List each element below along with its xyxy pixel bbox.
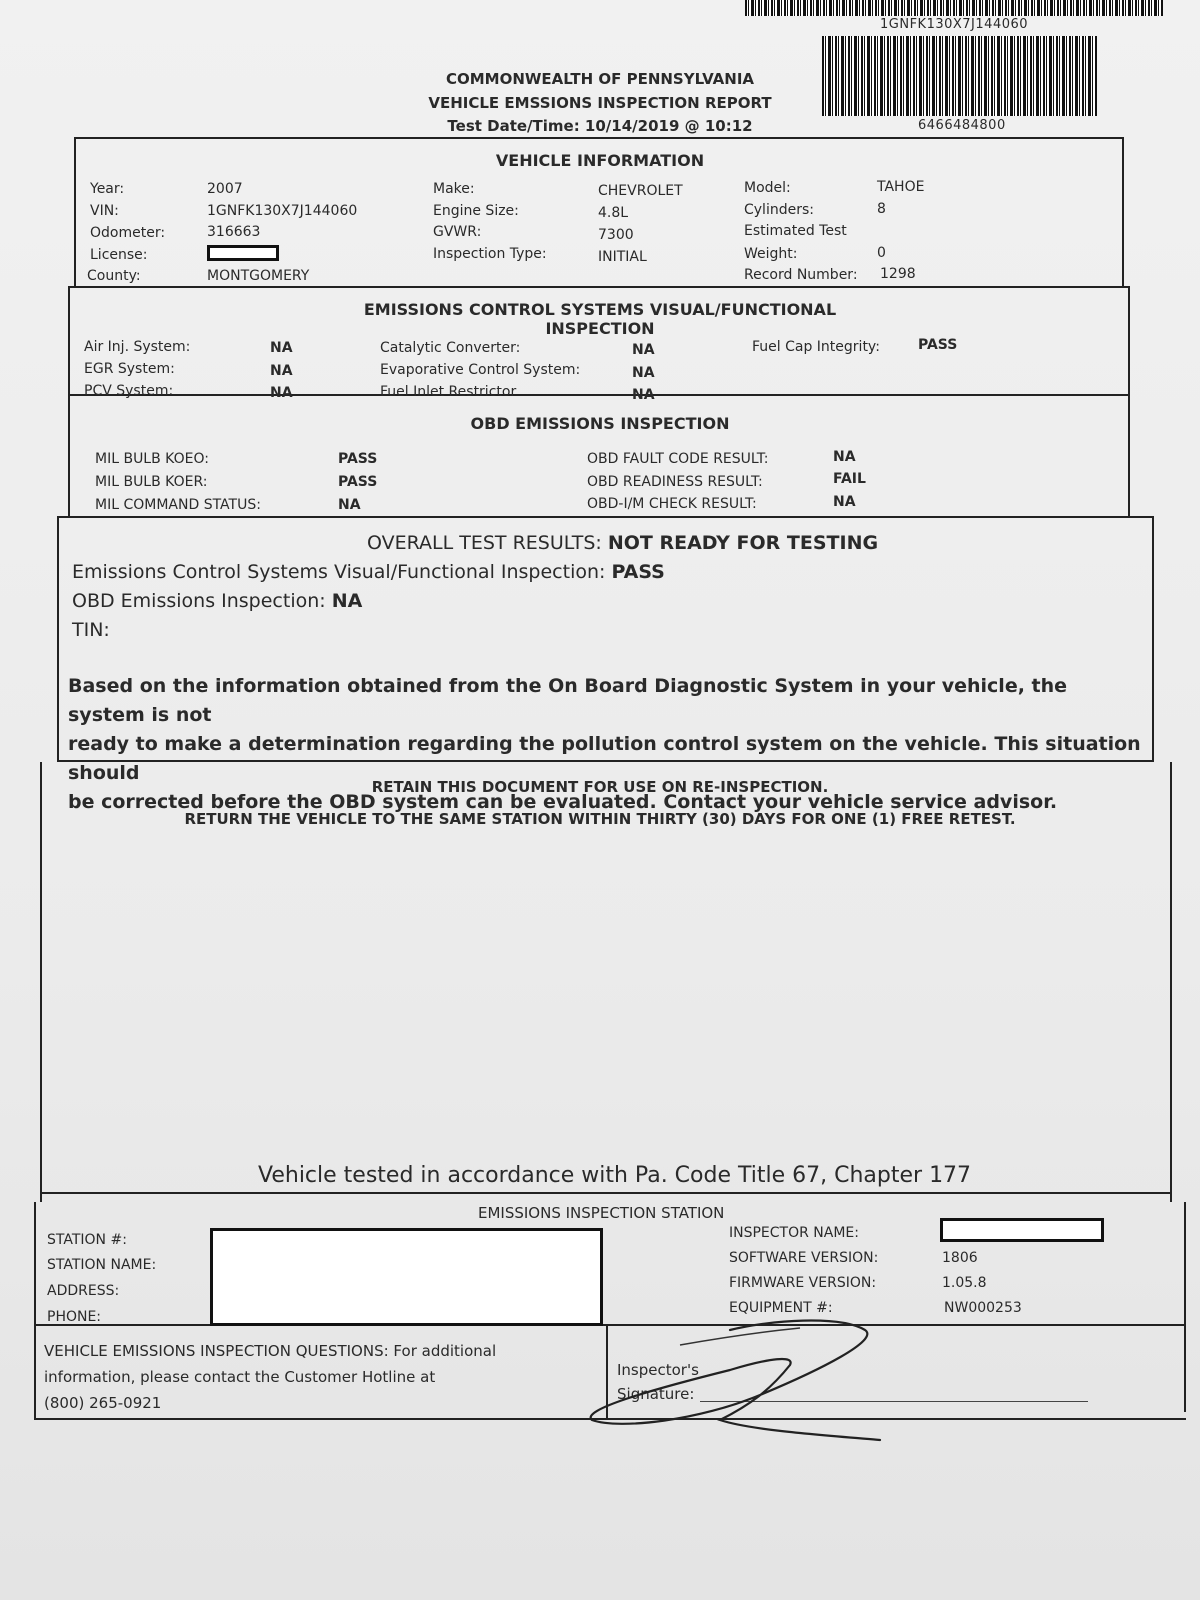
weight-value: 0: [877, 245, 886, 261]
overall-results-label: OVERALL TEST RESULTS:: [367, 532, 602, 554]
inspector-name-redaction: [940, 1218, 1104, 1242]
model-label: Model:: [744, 180, 791, 196]
overall-results-value: NOT READY FOR TESTING: [607, 532, 879, 554]
pcv-label: PCV System:: [84, 383, 174, 399]
overall-results: [367, 532, 878, 554]
form-border-left-3: [57, 517, 59, 762]
make-label: Make:: [433, 181, 475, 197]
gvwr-value: 7300: [598, 227, 634, 243]
side-barcode-number: 6466484800: [918, 118, 1006, 133]
mil-koer-label: MIL BULB KOER:: [95, 474, 208, 490]
record-number-value: 1298: [880, 266, 916, 282]
station-info-redaction: [210, 1228, 603, 1326]
software-version-value: 1806: [942, 1250, 978, 1266]
signature-label-line-1: Inspector's: [617, 1361, 699, 1379]
engine-value: 4.8L: [598, 205, 629, 221]
obd-readiness-value: FAIL: [833, 471, 866, 487]
estimated-test-label: Estimated Test: [744, 223, 847, 239]
fuel-cap-value: PASS: [918, 337, 958, 353]
station-section-title: EMISSIONS INSPECTION STATION: [478, 1204, 725, 1222]
obd-result-line: [72, 590, 362, 612]
obd-inspection-title: OBD EMISSIONS INSPECTION: [470, 414, 730, 433]
visual-inspection-title: EMISSIONS CONTROL SYSTEMS VISUAL/FUNCTIONAL INSPECTION: [363, 300, 837, 338]
cylinders-value: 8: [877, 201, 886, 217]
form-border-right-4: [1170, 762, 1172, 1202]
obd-result-label: OBD Emissions Inspection:: [72, 590, 326, 612]
station-name-label: STATION NAME:: [47, 1257, 157, 1273]
license-label: License:: [90, 247, 148, 263]
top-barcode: [745, 0, 1163, 16]
report-title: VEHICLE EMSSIONS INSPECTION REPORT: [428, 94, 772, 112]
top-barcode-number: 1GNFK130X7J144060: [880, 17, 1029, 32]
egr-value: NA: [270, 363, 293, 379]
vehicle-info-title: VEHICLE INFORMATION: [495, 151, 705, 170]
mil-koeo-value: PASS: [338, 451, 378, 467]
inspector-signature: [580, 1310, 910, 1460]
egr-label: EGR System:: [84, 361, 175, 377]
visual-result-label: Emissions Control Systems Visual/Functional Inspection:: [72, 561, 606, 583]
air-inj-value: NA: [270, 340, 293, 356]
test-datetime: Test Date/Time: 10/14/2019 @ 10:12: [447, 117, 753, 135]
fuel-inlet-value: NA: [632, 387, 655, 403]
obd-readiness-label: OBD READINESS RESULT:: [587, 474, 763, 490]
hotline-text: [44, 1338, 496, 1416]
form-border-right-5: [1184, 1202, 1186, 1412]
year-value: 2007: [207, 181, 243, 197]
county-value: MONTGOMERY: [207, 268, 310, 284]
tin-label: TIN:: [72, 619, 110, 641]
form-border-right-2: [1128, 287, 1130, 517]
county-label: County:: [87, 268, 141, 284]
vin-value: 1GNFK130X7J144060: [207, 203, 358, 219]
fuel-inlet-label: Fuel Inlet Restrictor: [380, 384, 517, 400]
vin-label: VIN:: [90, 203, 119, 219]
divider-visual-obd: [68, 394, 1130, 396]
mil-command-value: NA: [338, 497, 361, 513]
weight-label: Weight:: [744, 246, 798, 262]
retest-notice: RETURN THE VEHICLE TO THE SAME STATION WITHIN THIRTY (30) DAYS FOR ONE (1) FREE RETEST.: [184, 810, 1016, 828]
divider-vehicle-visual: [68, 286, 1130, 288]
determination-line-3: be corrected before the OBD system can be evaluated. Contact your vehicle service advisor.: [68, 791, 1058, 813]
gvwr-label: GVWR:: [433, 224, 482, 240]
obd-im-label: OBD-I/M CHECK RESULT:: [587, 496, 757, 512]
side-barcode: [822, 36, 1097, 116]
mil-koeo-label: MIL BULB KOEO:: [95, 451, 209, 467]
retain-notice: RETAIN THIS DOCUMENT FOR USE ON RE-INSPECTION.: [371, 778, 829, 796]
mil-command-label: MIL COMMAND STATUS:: [95, 497, 261, 513]
obd-fault-label: OBD FAULT CODE RESULT:: [587, 451, 769, 467]
year-label: Year:: [90, 181, 125, 197]
form-border-left-4: [40, 762, 42, 1202]
address-label: ADDRESS:: [47, 1283, 120, 1299]
determination-line-1: Based on the information obtained from the On Board Diagnostic System in your vehicle, the system is not: [68, 675, 1068, 726]
form-border-right: [1122, 137, 1124, 287]
divider-obd-overall: [57, 516, 1154, 518]
pa-code-line: Vehicle tested in accordance with Pa. Code Title 67, Chapter 177: [258, 1163, 972, 1188]
fuel-cap-label: Fuel Cap Integrity:: [752, 339, 880, 355]
equipment-value: NW000253: [944, 1300, 1022, 1316]
firmware-version-value: 1.05.8: [942, 1275, 987, 1291]
air-inj-label: Air Inj. System:: [84, 339, 191, 355]
catalytic-label: Catalytic Converter:: [380, 340, 521, 356]
obd-im-value: NA: [833, 494, 856, 510]
determination-line-2: ready to make a determination regarding the pollution control system on the vehicle. This situation should: [68, 733, 1141, 784]
evaporative-value: NA: [632, 365, 655, 381]
visual-result-value: PASS: [611, 561, 665, 583]
form-border-left: [74, 137, 76, 287]
hotline-line-3: (800) 265-0921: [44, 1394, 162, 1412]
engine-label: Engine Size:: [433, 203, 519, 219]
form-border-right-3: [1152, 517, 1154, 762]
hotline-line-1: VEHICLE EMISSIONS INSPECTION QUESTIONS: For additional: [44, 1342, 497, 1360]
obd-result-value: NA: [331, 590, 363, 612]
phone-label: PHONE:: [47, 1309, 102, 1325]
cylinders-label: Cylinders:: [744, 202, 814, 218]
evaporative-label: Evaporative Control System:: [380, 362, 581, 378]
odometer-value: 316663: [207, 224, 261, 240]
license-redaction: [207, 245, 279, 261]
station-number-label: STATION #:: [47, 1232, 127, 1248]
mil-koer-value: PASS: [338, 474, 378, 490]
pcv-value: NA: [270, 385, 293, 401]
visual-result-line: [72, 561, 665, 583]
hotline-line-2: information, please contact the Customer Hotline at: [44, 1368, 436, 1386]
inspection-type-label: Inspection Type:: [433, 246, 547, 262]
obd-fault-value: NA: [833, 449, 856, 465]
report-org-title: COMMONWEALTH OF PENNSYLVANIA: [445, 70, 755, 88]
inspector-name-label: INSPECTOR NAME:: [729, 1225, 859, 1241]
equipment-label: EQUIPMENT #:: [729, 1300, 833, 1316]
form-border-left-2: [68, 287, 70, 517]
form-border-left-5: [34, 1202, 36, 1420]
odometer-label: Odometer:: [90, 225, 166, 241]
model-value: TAHOE: [877, 179, 925, 195]
firmware-version-label: FIRMWARE VERSION:: [729, 1275, 877, 1291]
inspection-type-value: INITIAL: [598, 249, 647, 265]
divider-retain-station: [40, 1192, 1172, 1194]
form-border-top: [74, 137, 1122, 139]
record-number-label: Record Number:: [744, 267, 858, 283]
make-value: CHEVROLET: [598, 183, 683, 199]
software-version-label: SOFTWARE VERSION:: [729, 1250, 879, 1266]
catalytic-value: NA: [632, 342, 655, 358]
signature-label-line-2: Signature:: [617, 1385, 695, 1403]
